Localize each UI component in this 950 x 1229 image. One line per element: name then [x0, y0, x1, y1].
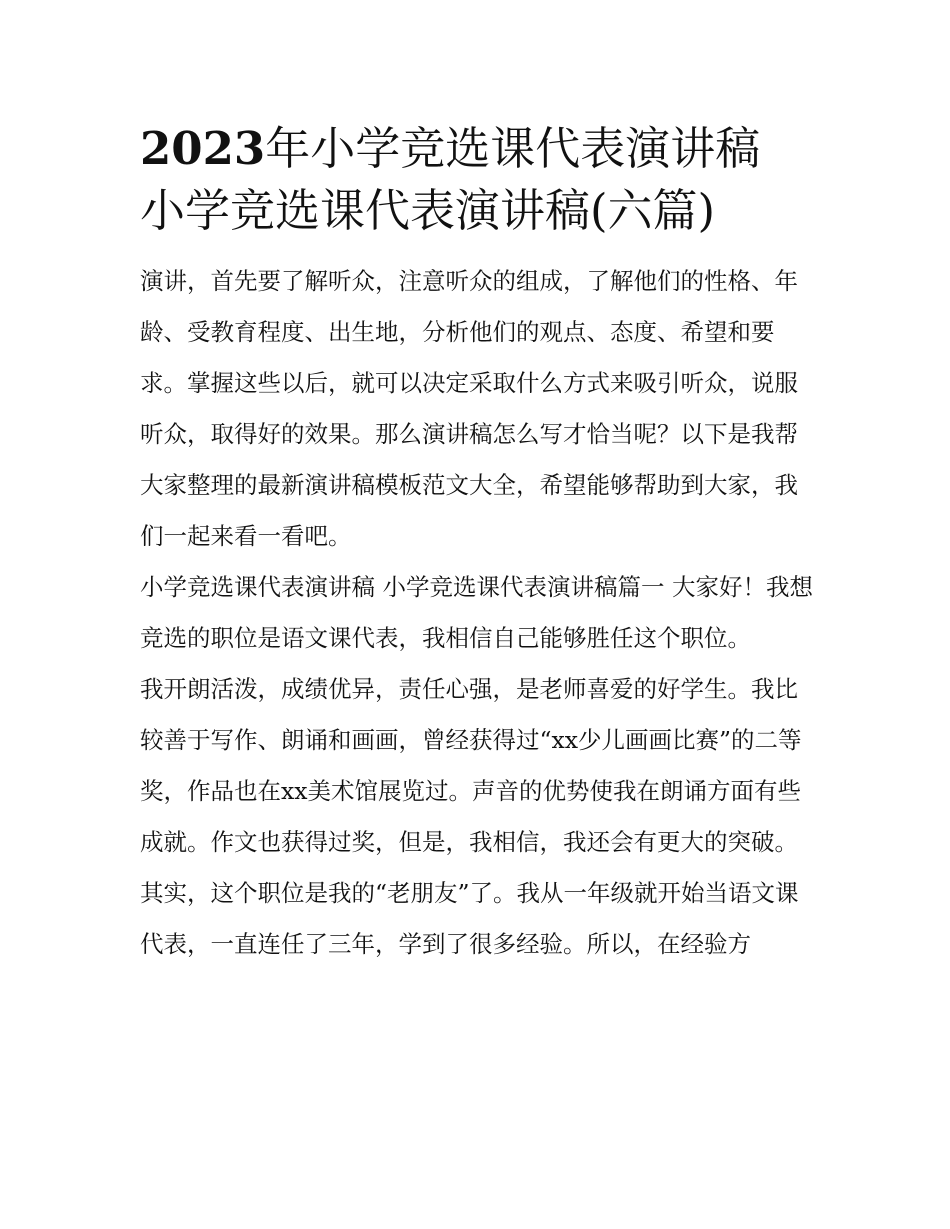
title-year: 2023: [140, 122, 266, 175]
paragraph-greeting: 小学竞选课代表演讲稿 小学竞选课代表演讲稿篇一 大家好！我想竞选的职位是语文课代表，我相信自己能够胜任这个职位。: [140, 573, 813, 652]
document-title: [140, 118, 820, 242]
document-body: [140, 256, 820, 970]
document-content: [140, 118, 820, 970]
title-line-2: 小学竞选课代表演讲稿(六篇): [140, 184, 716, 237]
title-line-1-text: 年小学竞选课代表演讲稿: [265, 122, 761, 175]
paragraph-experience: 其实，这个职位是我的“老朋友”了。我从一年级就开始当语文课代表，一直连任了三年，学到了很多经验。所以，在经验方: [140, 879, 799, 958]
title-line-1: [140, 118, 820, 180]
paragraph-intro: 演讲，首先要了解听众，注意听众的组成，了解他们的性格、年龄、受教育程度、出生地，分析他们的观点、态度、希望和要求。掌握这些以后，就可以决定采取什么方式来吸引听众，说服听众，取得好的效果。那么演讲稿怎么写才恰当呢？以下是我帮大家整理的最新演讲稿模板范文大全，希望能够帮助到大家，我们一起来看一看吧。: [140, 267, 798, 550]
paragraph-qualities: 我开朗活泼，成绩优异，责任心强，是老师喜爱的好学生。我比较善于写作、朗诵和画画，曾经获得过“xx少儿画画比赛”的二等奖，作品也在xx美术馆展览过。声音的优势使我在朗诵方面有些成就。作文也获得过奖，但是，我相信，我还会有更大的突破。: [140, 675, 802, 856]
